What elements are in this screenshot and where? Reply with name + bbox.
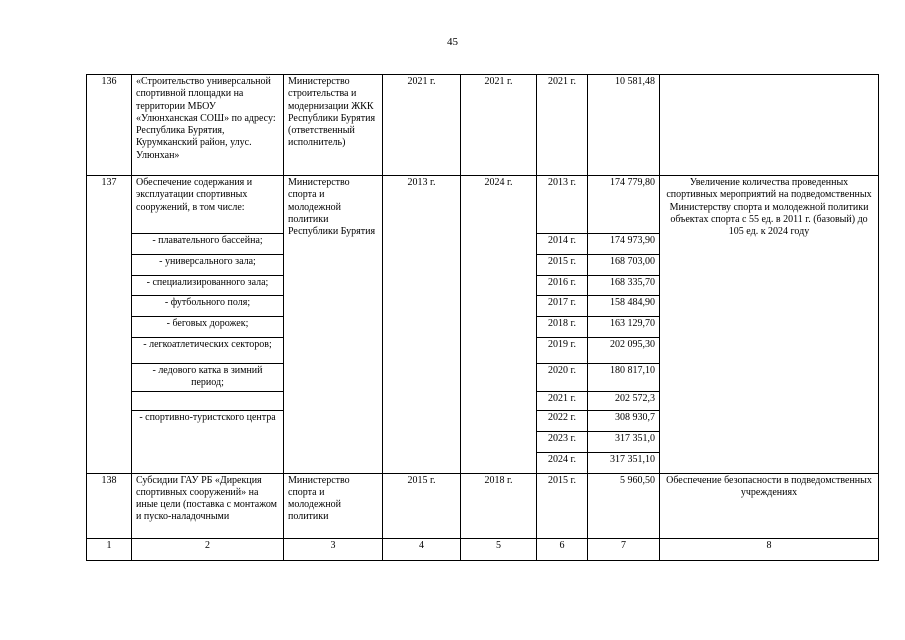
finance-amount: 317 351,10: [588, 452, 660, 473]
finance-year: 2015 г.: [537, 255, 588, 276]
start-year: 2015 г.: [383, 473, 461, 538]
column-number: 8: [660, 538, 879, 560]
measure-name: Обеспечение содержания и эксплуатации спортивных сооружений, в том числе:: [132, 176, 284, 234]
expected-result: Обеспечение безопасности в подведомственных учреждениях: [660, 473, 879, 538]
start-year: 2021 г.: [383, 75, 461, 176]
sub-item: - спортивно-туристского центра: [132, 410, 284, 473]
sub-item: - ледового катка в зимний период;: [132, 364, 284, 392]
sub-item: [132, 391, 284, 410]
sub-item: - футбольного поля;: [132, 296, 284, 317]
measure-name: «Строительство универсальной спортивной площадки на территории МБОУ «Улюнханская СОШ» по адресу: Республика Бурятия, Курумканский район, улус. Улюнхан»: [132, 75, 284, 176]
column-number: 1: [87, 538, 132, 560]
column-number: 2: [132, 538, 284, 560]
table-row-137: [87, 176, 879, 234]
finance-amount: 5 960,50: [588, 473, 660, 538]
sub-item: - легкоатлетических секторов;: [132, 338, 284, 364]
finance-year: 2024 г.: [537, 452, 588, 473]
row-number: 136: [87, 75, 132, 176]
start-year: 2013 г.: [383, 176, 461, 474]
finance-year: 2017 г.: [537, 296, 588, 317]
column-number: 6: [537, 538, 588, 560]
executor: Министерство спорта и молодежной политики Республики Бурятия: [284, 176, 383, 474]
sub-item: - специализированного зала;: [132, 276, 284, 296]
column-numbers-row: [87, 538, 879, 560]
table-row-136: [87, 75, 879, 176]
executor: Министерство строительства и модернизации ЖКК Республики Бурятия (ответственный исполнитель): [284, 75, 383, 176]
end-year: 2018 г.: [461, 473, 537, 538]
program-table: [86, 74, 879, 561]
finance-amount: 158 484,90: [588, 296, 660, 317]
finance-amount: 163 129,70: [588, 317, 660, 338]
table-row-138: [87, 473, 879, 538]
finance-amount: 168 703,00: [588, 255, 660, 276]
column-number: 7: [588, 538, 660, 560]
finance-year: 2022 г.: [537, 410, 588, 431]
finance-year: 2016 г.: [537, 276, 588, 296]
column-number: 4: [383, 538, 461, 560]
sub-item: - беговых дорожек;: [132, 317, 284, 338]
sub-item: - плавательного бассейна;: [132, 234, 284, 255]
column-number: 3: [284, 538, 383, 560]
finance-year: 2023 г.: [537, 431, 588, 452]
finance-amount: 168 335,70: [588, 276, 660, 296]
row-number: 138: [87, 473, 132, 538]
finance-year: 2013 г.: [537, 176, 588, 234]
finance-amount: 174 779,80: [588, 176, 660, 234]
measure-name: Субсидии ГАУ РБ «Дирекция спортивных сооружений» на иные цели (поставка с монтажом и пуско-наладочными: [132, 473, 284, 538]
finance-amount: 308 930,7: [588, 410, 660, 431]
finance-amount: 180 817,10: [588, 364, 660, 392]
column-number: 5: [461, 538, 537, 560]
finance-year: 2021 г.: [537, 391, 588, 410]
finance-year: 2020 г.: [537, 364, 588, 392]
page-number: 45: [447, 36, 458, 48]
finance-amount: 317 351,0: [588, 431, 660, 452]
finance-year: 2019 г.: [537, 338, 588, 364]
expected-result: Увеличение количества проведенных спортивных мероприятий на подведомственных Министерству спорта и молодежной политики объектах спорта с 55 ед. в 2011 г. (базовый) до 105 ед. к 2024 году: [660, 176, 879, 474]
expected-result: [660, 75, 879, 176]
finance-amount: 10 581,48: [588, 75, 660, 176]
end-year: 2021 г.: [461, 75, 537, 176]
finance-amount: 202 095,30: [588, 338, 660, 364]
finance-amount: 202 572,3: [588, 391, 660, 410]
finance-year: 2014 г.: [537, 234, 588, 255]
end-year: 2024 г.: [461, 176, 537, 474]
finance-year: 2018 г.: [537, 317, 588, 338]
finance-amount: 174 973,90: [588, 234, 660, 255]
row-number: 137: [87, 176, 132, 474]
finance-year: 2015 г.: [537, 473, 588, 538]
executor: Министерство спорта и молодежной политики: [284, 473, 383, 538]
finance-year: 2021 г.: [537, 75, 588, 176]
sub-item: - универсального зала;: [132, 255, 284, 276]
